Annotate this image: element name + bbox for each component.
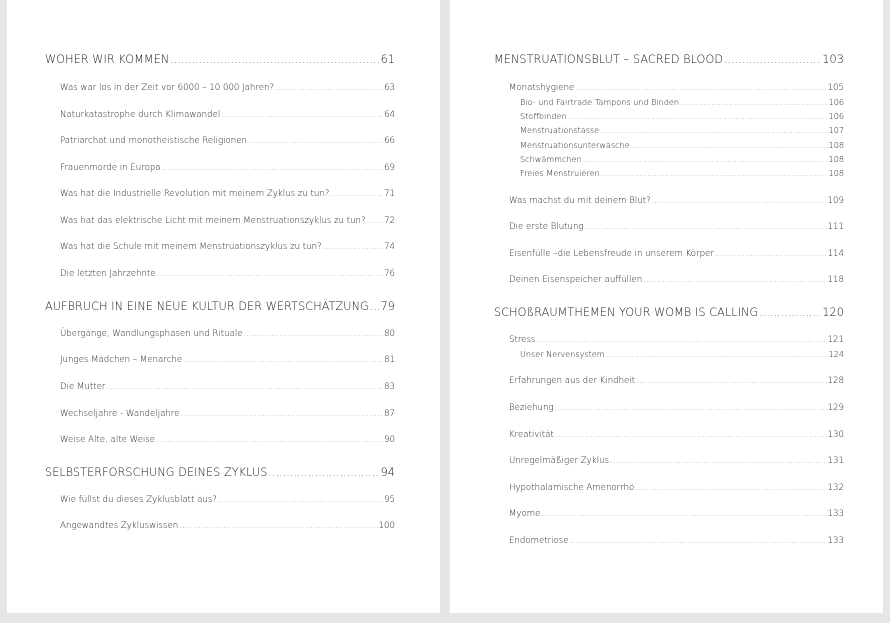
toc-entry-label: Weise Alte, alte Weise xyxy=(60,435,156,445)
toc-page-number: 120 xyxy=(822,306,844,319)
toc-entry-label: Beziehung xyxy=(509,403,554,413)
toc-page-number: 121 xyxy=(827,335,844,345)
toc-subentry[interactable] xyxy=(520,111,844,121)
toc-entry-label: Wechseljahre - Wandeljahre xyxy=(60,409,180,419)
toc-chapter[interactable] xyxy=(494,53,844,66)
dot-leader xyxy=(156,435,383,445)
toc-page-number: 108 xyxy=(828,168,844,178)
toc-page-number: 108 xyxy=(828,154,844,164)
toc-entry[interactable] xyxy=(60,163,395,173)
dot-leader xyxy=(568,111,828,121)
toc-entry[interactable] xyxy=(509,456,844,466)
dot-leader xyxy=(652,196,827,206)
toc-entry[interactable] xyxy=(60,521,395,531)
toc-entry-label: Die letzten Jahrzehnte xyxy=(60,269,156,279)
toc-entry-label: Stoffbinden xyxy=(520,111,567,121)
dot-leader xyxy=(157,269,384,279)
toc-page-number: 83 xyxy=(384,382,395,392)
toc-page-number: 63 xyxy=(384,83,395,93)
toc-chapter[interactable] xyxy=(45,300,395,313)
toc-page-number: 124 xyxy=(828,349,844,359)
toc-page-number: 106 xyxy=(828,97,844,107)
dot-leader xyxy=(275,83,383,93)
toc-entry-label: Junges Mädchen – Menarche xyxy=(60,355,183,365)
toc-page-number: 94 xyxy=(380,466,395,479)
dot-leader xyxy=(370,300,380,313)
dot-leader xyxy=(715,249,827,259)
dot-leader xyxy=(680,97,827,107)
toc-chapter-title: SCHOßRAUMTHEMEN YOUR WOMB IS CALLING xyxy=(494,306,759,319)
toc-entry-label: Was machst du mit deinem Blut? xyxy=(509,196,651,206)
toc-entry[interactable] xyxy=(60,329,395,339)
toc-entry-label: Schwämmchen xyxy=(520,154,582,164)
toc-entry[interactable] xyxy=(60,269,395,279)
toc-page-right xyxy=(450,0,883,613)
dot-leader xyxy=(183,355,383,365)
toc-chapter[interactable] xyxy=(45,53,395,66)
toc-entry-label: Was hat die Schule mit meinem Menstruationszyklus zu tun? xyxy=(60,242,322,252)
toc-entry[interactable] xyxy=(509,483,844,493)
toc-page-number: 64 xyxy=(384,110,395,120)
toc-entry-label: Frauenmorde in Europa xyxy=(60,163,161,173)
toc-page-number: 108 xyxy=(828,140,844,150)
toc-page-number: 90 xyxy=(384,435,395,445)
toc-page-number: 105 xyxy=(827,83,844,93)
toc-page-number: 87 xyxy=(384,409,395,419)
toc-page-number: 107 xyxy=(828,125,844,135)
toc-entry[interactable] xyxy=(509,249,844,259)
toc-entry-label: Menstruationstasse xyxy=(520,125,600,135)
dot-leader xyxy=(268,466,379,479)
toc-entry-label: Naturkatastrophe durch Klimawandel xyxy=(60,110,221,120)
dot-leader xyxy=(170,53,379,66)
toc-page-number: 81 xyxy=(384,355,395,365)
dot-leader xyxy=(244,329,384,339)
toc-entry-label: Kreativität xyxy=(509,430,554,440)
toc-entry[interactable] xyxy=(60,355,395,365)
toc-page-number: 118 xyxy=(827,275,844,285)
dot-leader xyxy=(643,275,826,285)
toc-page-number: 80 xyxy=(384,329,395,339)
toc-entry-label: Deinen Eisenspeicher auffüllen xyxy=(509,275,643,285)
toc-chapter-title: MENSTRUATIONSBLUT – SACRED BLOOD xyxy=(494,53,724,66)
toc-subentry[interactable] xyxy=(520,154,844,164)
toc-page-number: 109 xyxy=(827,196,844,206)
toc-entry[interactable] xyxy=(60,110,395,120)
toc-entry-label: Unser Nervensystem xyxy=(520,349,605,359)
toc-entry[interactable] xyxy=(509,536,844,546)
toc-entry[interactable] xyxy=(509,403,844,413)
toc-entry-label: Freies Menstruieren xyxy=(520,168,600,178)
toc-page-number: 130 xyxy=(827,430,844,440)
dot-leader xyxy=(162,163,384,173)
toc-page-number: 74 xyxy=(384,242,395,252)
toc-entry[interactable] xyxy=(60,242,395,252)
toc-page-number: 100 xyxy=(378,521,395,531)
dot-leader xyxy=(585,222,827,232)
dot-leader xyxy=(570,536,827,546)
toc-entry-label: Erfahrungen aus der Kindheit xyxy=(509,376,636,386)
toc-page-number: 128 xyxy=(827,376,844,386)
dot-leader xyxy=(759,306,821,319)
toc-entry-label: Unregelmäßiger Zyklus xyxy=(509,456,610,466)
dot-leader xyxy=(600,125,827,135)
toc-entry-label: Wie füllst du dieses Zyklusblatt aus? xyxy=(60,495,217,505)
dot-leader xyxy=(631,140,828,150)
toc-entry[interactable] xyxy=(60,382,395,392)
dot-leader xyxy=(180,409,383,419)
toc-entry-label: Myome xyxy=(509,509,541,519)
toc-entry-label: Eisenfülle –die Lebensfreude in unserem Körper xyxy=(509,249,714,259)
dot-leader xyxy=(555,403,827,413)
toc-page-number: 114 xyxy=(827,249,844,259)
toc-entry[interactable] xyxy=(60,409,395,419)
dot-leader xyxy=(367,216,383,226)
dot-leader xyxy=(218,495,383,505)
toc-entry[interactable] xyxy=(60,189,395,199)
toc-entry-label: Bio- und Fairtrade Tampons und Binden xyxy=(520,97,680,107)
toc-entry[interactable] xyxy=(509,275,844,285)
toc-entry[interactable] xyxy=(509,83,844,93)
toc-page-number: 76 xyxy=(384,269,395,279)
toc-entry-label: Die Mutter xyxy=(60,382,106,392)
toc-subentry[interactable] xyxy=(520,97,844,107)
toc-entry[interactable] xyxy=(509,509,844,519)
toc-page-number: 106 xyxy=(828,111,844,121)
toc-page-number: 129 xyxy=(827,403,844,413)
toc-subentry[interactable] xyxy=(520,140,844,150)
toc-entry[interactable] xyxy=(509,335,844,345)
toc-entry-label: Hypothalamische Amenorrhö xyxy=(509,483,635,493)
toc-chapter-title: SELBSTERFORSCHUNG DEINES ZYKLUS xyxy=(45,466,268,479)
toc-subentry[interactable] xyxy=(520,125,844,135)
toc-chapter-title: AUFBRUCH IN EINE NEUE KULTUR DER WERTSCHÄTZUNG xyxy=(45,300,369,313)
dot-leader xyxy=(636,376,826,386)
dot-leader xyxy=(541,509,826,519)
toc-entry-label: Endometriose xyxy=(509,536,569,546)
dot-leader xyxy=(248,136,383,146)
toc-chapter[interactable] xyxy=(45,466,395,479)
toc-page-number: 111 xyxy=(827,222,844,232)
toc-page-number: 132 xyxy=(827,483,844,493)
toc-page-number: 69 xyxy=(384,163,395,173)
toc-entry-label: Menstruationsunterwäsche xyxy=(520,140,630,150)
toc-subentry[interactable] xyxy=(520,349,844,359)
toc-page-number: 131 xyxy=(827,456,844,466)
toc-page-number: 79 xyxy=(380,300,395,313)
toc-entry-label: Was hat die Industrielle Revolution mit meinem Zyklus zu tun? xyxy=(60,189,330,199)
toc-entry[interactable] xyxy=(60,136,395,146)
dot-leader xyxy=(555,430,827,440)
dot-leader xyxy=(724,53,821,66)
toc-entry[interactable] xyxy=(60,495,395,505)
toc-entry[interactable] xyxy=(509,376,844,386)
toc-page-number: 103 xyxy=(822,53,844,66)
dot-leader xyxy=(221,110,383,120)
toc-entry-label: Die erste Blutung xyxy=(509,222,584,232)
toc-entry[interactable] xyxy=(60,216,395,226)
dot-leader xyxy=(606,349,828,359)
toc-entry[interactable] xyxy=(60,435,395,445)
dot-leader xyxy=(635,483,826,493)
toc-entry-label: Was hat das elektrische Licht mit meinem Menstruationszyklus zu tun? xyxy=(60,216,366,226)
dot-leader xyxy=(583,154,828,164)
toc-entry-label: Angewandtes Zykluswissen xyxy=(60,521,179,531)
dot-leader xyxy=(601,168,828,178)
toc-entry-label: Monatshygiene xyxy=(509,83,575,93)
toc-page-number: 61 xyxy=(380,53,395,66)
toc-page-number: 133 xyxy=(827,536,844,546)
toc-entry[interactable] xyxy=(60,83,395,93)
toc-entry-label: Stress xyxy=(509,335,536,345)
dot-leader xyxy=(179,521,377,531)
dot-leader xyxy=(536,335,826,345)
toc-page-number: 66 xyxy=(384,136,395,146)
toc-entry[interactable] xyxy=(509,222,844,232)
toc-page-number: 95 xyxy=(384,495,395,505)
dot-leader xyxy=(575,83,826,93)
toc-subentry[interactable] xyxy=(520,168,844,178)
toc-entry[interactable] xyxy=(509,430,844,440)
toc-chapter-title: WOHER WIR KOMMEN xyxy=(45,53,170,66)
dot-leader xyxy=(330,189,383,199)
dot-leader xyxy=(610,456,827,466)
toc-chapter[interactable] xyxy=(494,306,844,319)
toc-page-number: 72 xyxy=(384,216,395,226)
toc-page-left xyxy=(7,0,440,613)
dot-leader xyxy=(323,242,383,252)
toc-entry-label: Übergänge, Wandlungsphasen und Rituale xyxy=(60,329,243,339)
dot-leader xyxy=(106,382,383,392)
toc-page-number: 133 xyxy=(827,509,844,519)
toc-entry[interactable] xyxy=(509,196,844,206)
toc-page-number: 71 xyxy=(384,189,395,199)
toc-entry-label: Patriarchat und monotheistische Religionen xyxy=(60,136,247,146)
toc-entry-label: Was war los in der Zeit vor 6000 – 10 000 Jahren? xyxy=(60,83,274,93)
